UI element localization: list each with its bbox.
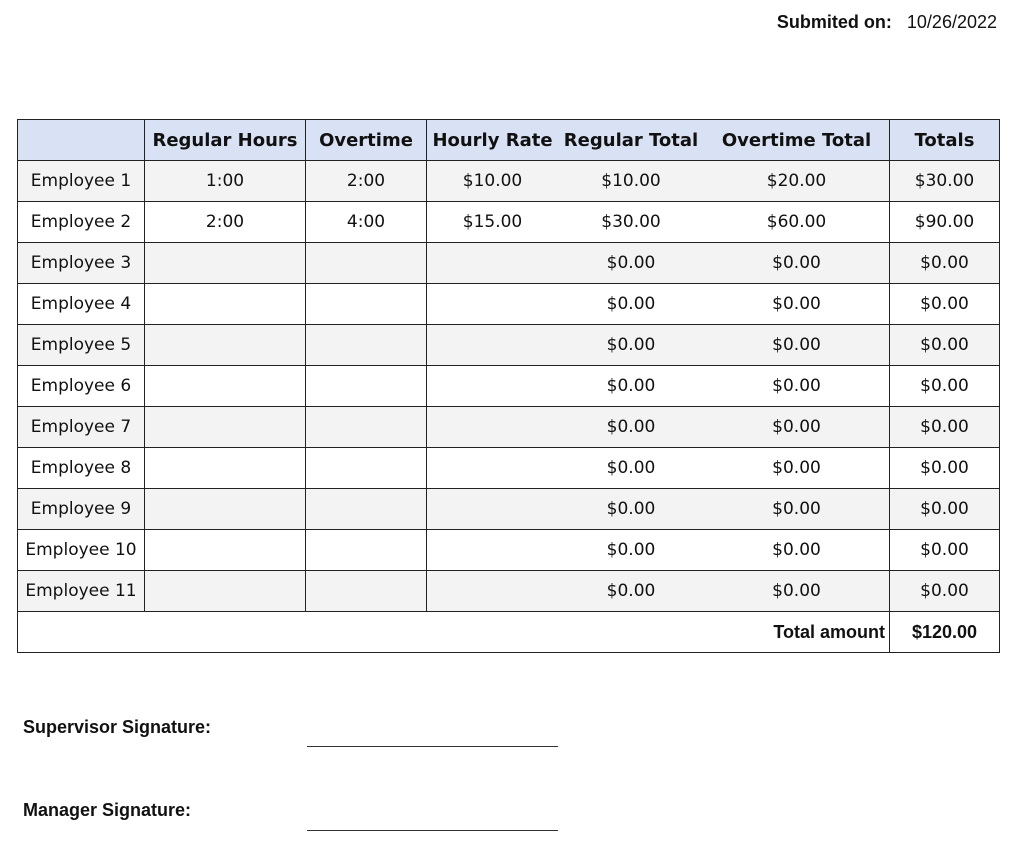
overtime-total-cell[interactable]: $0.00 [704, 407, 890, 448]
regular-total-cell[interactable]: $0.00 [558, 448, 704, 489]
regular-hours-cell[interactable] [145, 366, 306, 407]
submitted-date: 10/26/2022 [906, 12, 997, 32]
hourly-rate-cell[interactable] [427, 571, 559, 612]
hourly-rate-cell[interactable]: $10.00 [427, 161, 559, 202]
regular-total-cell[interactable]: $10.00 [558, 161, 704, 202]
overtime-total-cell[interactable]: $0.00 [704, 448, 890, 489]
submitted-on [777, 12, 997, 33]
hourly-rate-cell[interactable] [427, 366, 559, 407]
table-row [18, 407, 1000, 448]
overtime-cell[interactable]: 4:00 [306, 202, 427, 243]
table-row [18, 448, 1000, 489]
employee-name: Employee 7 [18, 407, 145, 448]
row-total-cell[interactable]: $0.00 [890, 284, 1000, 325]
table-row [18, 284, 1000, 325]
table-row [18, 530, 1000, 571]
regular-total-cell[interactable]: $30.00 [558, 202, 704, 243]
regular-total-cell[interactable]: $0.00 [558, 284, 704, 325]
overtime-cell[interactable] [306, 243, 427, 284]
regular-hours-cell[interactable]: 2:00 [145, 202, 306, 243]
overtime-cell[interactable]: 2:00 [306, 161, 427, 202]
overtime-total-cell[interactable]: $20.00 [704, 161, 890, 202]
overtime-cell[interactable] [306, 284, 427, 325]
supervisor-signature-line[interactable] [307, 746, 558, 747]
employee-name: Employee 11 [18, 571, 145, 612]
regular-hours-cell[interactable] [145, 448, 306, 489]
row-total-cell[interactable]: $0.00 [890, 530, 1000, 571]
row-total-cell[interactable]: $0.00 [890, 243, 1000, 284]
regular-total-cell[interactable]: $0.00 [558, 571, 704, 612]
regular-hours-cell[interactable] [145, 530, 306, 571]
overtime-cell[interactable] [306, 530, 427, 571]
employee-name: Employee 8 [18, 448, 145, 489]
employee-name: Employee 6 [18, 366, 145, 407]
employee-name: Employee 4 [18, 284, 145, 325]
supervisor-signature-label: Supervisor Signature: [23, 717, 212, 737]
row-total-cell[interactable]: $0.00 [890, 489, 1000, 530]
table-row [18, 161, 1000, 202]
overtime-cell[interactable] [306, 407, 427, 448]
column-header-hourly-rate: Hourly Rate [427, 120, 559, 161]
row-total-cell[interactable]: $30.00 [890, 161, 1000, 202]
column-header-regular-hours: Regular Hours [145, 120, 306, 161]
hourly-rate-cell[interactable] [427, 243, 559, 284]
hourly-rate-cell[interactable]: $15.00 [427, 202, 559, 243]
regular-hours-cell[interactable] [145, 489, 306, 530]
regular-total-cell[interactable]: $0.00 [558, 325, 704, 366]
column-header-regular-total: Regular Total [558, 120, 704, 161]
employee-name: Employee 3 [18, 243, 145, 284]
regular-hours-cell[interactable] [145, 284, 306, 325]
submitted-label: Submited on: [776, 12, 892, 32]
hourly-rate-cell[interactable] [427, 284, 559, 325]
overtime-cell[interactable] [306, 325, 427, 366]
regular-hours-cell[interactable] [145, 571, 306, 612]
regular-hours-cell[interactable] [145, 325, 306, 366]
table-row [18, 489, 1000, 530]
overtime-cell[interactable] [306, 571, 427, 612]
row-total-cell[interactable]: $0.00 [890, 571, 1000, 612]
overtime-cell[interactable] [306, 366, 427, 407]
employee-name: Employee 2 [18, 202, 145, 243]
regular-total-cell[interactable]: $0.00 [558, 407, 704, 448]
overtime-total-cell[interactable]: $0.00 [704, 530, 890, 571]
table-row [18, 571, 1000, 612]
column-header-totals: Totals [890, 120, 1000, 161]
hourly-rate-cell[interactable] [427, 489, 559, 530]
overtime-total-cell[interactable]: $0.00 [704, 571, 890, 612]
manager-signature-label: Manager Signature: [23, 800, 192, 820]
hourly-rate-cell[interactable] [427, 407, 559, 448]
total-amount-value: $120.00 [890, 612, 1000, 653]
overtime-total-cell[interactable]: $0.00 [704, 284, 890, 325]
row-total-cell[interactable]: $0.00 [890, 407, 1000, 448]
row-total-cell[interactable]: $0.00 [890, 448, 1000, 489]
row-total-cell[interactable]: $90.00 [890, 202, 1000, 243]
employee-name: Employee 1 [18, 161, 145, 202]
table-row [18, 202, 1000, 243]
hourly-rate-cell[interactable] [427, 448, 559, 489]
hourly-rate-cell[interactable] [427, 530, 559, 571]
row-total-cell[interactable]: $0.00 [890, 366, 1000, 407]
regular-total-cell[interactable]: $0.00 [558, 530, 704, 571]
table-header-row [18, 120, 1000, 161]
employee-name: Employee 9 [18, 489, 145, 530]
regular-total-cell[interactable]: $0.00 [558, 243, 704, 284]
employee-name: Employee 10 [18, 530, 145, 571]
timesheet-table [17, 119, 1000, 653]
regular-hours-cell[interactable] [145, 243, 306, 284]
regular-hours-cell[interactable] [145, 407, 306, 448]
total-amount-label: Total amount [18, 612, 890, 653]
table-row [18, 366, 1000, 407]
total-row [18, 612, 1000, 653]
overtime-total-cell[interactable]: $0.00 [704, 243, 890, 284]
regular-total-cell[interactable]: $0.00 [558, 489, 704, 530]
column-header-employee [18, 120, 145, 161]
employee-name: Employee 5 [18, 325, 145, 366]
hourly-rate-cell[interactable] [427, 325, 559, 366]
overtime-total-cell[interactable]: $60.00 [704, 202, 890, 243]
table-row [18, 243, 1000, 284]
column-header-overtime-total: Overtime Total [704, 120, 890, 161]
overtime-total-cell[interactable]: $0.00 [704, 489, 890, 530]
overtime-total-cell[interactable]: $0.00 [704, 366, 890, 407]
column-header-overtime: Overtime [306, 120, 427, 161]
overtime-cell[interactable] [306, 489, 427, 530]
manager-signature-line[interactable] [307, 830, 558, 831]
overtime-total-cell[interactable]: $0.00 [704, 325, 890, 366]
overtime-cell[interactable] [306, 448, 427, 489]
regular-hours-cell[interactable]: 1:00 [145, 161, 306, 202]
row-total-cell[interactable]: $0.00 [890, 325, 1000, 366]
regular-total-cell[interactable]: $0.00 [558, 366, 704, 407]
table-row [18, 325, 1000, 366]
